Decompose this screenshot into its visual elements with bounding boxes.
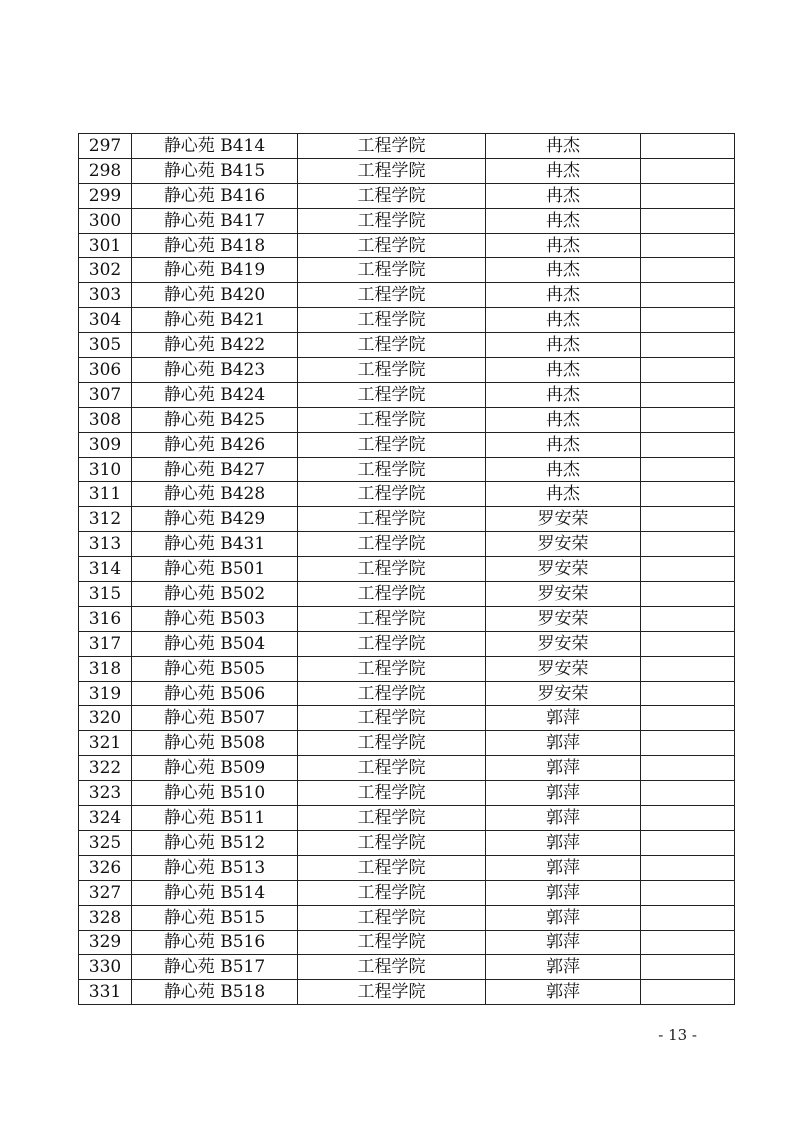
dorm-room-cell: 静心苑 B428 — [132, 482, 298, 507]
dorm-room-cell: 静心苑 B516 — [132, 930, 298, 955]
note-cell — [641, 407, 735, 432]
college-cell: 工程学院 — [298, 358, 486, 383]
row-number-cell: 326 — [79, 855, 132, 880]
note-cell — [641, 208, 735, 233]
dorm-room-cell: 静心苑 B417 — [132, 208, 298, 233]
note-cell — [641, 233, 735, 258]
person-cell: 冉杰 — [486, 283, 641, 308]
dorm-room-cell: 静心苑 B429 — [132, 507, 298, 532]
college-cell: 工程学院 — [298, 980, 486, 1005]
row-number-cell: 323 — [79, 781, 132, 806]
dorm-room-cell: 静心苑 B504 — [132, 631, 298, 656]
person-cell: 郭萍 — [486, 756, 641, 781]
table-row — [79, 781, 735, 806]
person-cell: 罗安荣 — [486, 557, 641, 582]
row-number-cell: 306 — [79, 358, 132, 383]
dorm-room-cell: 静心苑 B502 — [132, 582, 298, 607]
dorm-room-cell: 静心苑 B427 — [132, 457, 298, 482]
college-cell: 工程学院 — [298, 233, 486, 258]
dorm-room-cell: 静心苑 B424 — [132, 382, 298, 407]
row-number-cell: 331 — [79, 980, 132, 1005]
dorm-room-cell: 静心苑 B507 — [132, 706, 298, 731]
person-cell: 冉杰 — [486, 183, 641, 208]
dorm-room-cell: 静心苑 B431 — [132, 532, 298, 557]
row-number-cell: 304 — [79, 308, 132, 333]
person-cell: 罗安荣 — [486, 631, 641, 656]
dorm-room-cell: 静心苑 B419 — [132, 258, 298, 283]
person-cell: 郭萍 — [486, 806, 641, 831]
dorm-room-cell: 静心苑 B420 — [132, 283, 298, 308]
college-cell: 工程学院 — [298, 706, 486, 731]
person-cell: 郭萍 — [486, 905, 641, 930]
person-cell: 罗安荣 — [486, 606, 641, 631]
college-cell: 工程学院 — [298, 955, 486, 980]
row-number-cell: 301 — [79, 233, 132, 258]
person-cell: 罗安荣 — [486, 681, 641, 706]
college-cell: 工程学院 — [298, 507, 486, 532]
row-number-cell: 315 — [79, 582, 132, 607]
row-number-cell: 317 — [79, 631, 132, 656]
college-cell: 工程学院 — [298, 283, 486, 308]
note-cell — [641, 631, 735, 656]
college-cell: 工程学院 — [298, 557, 486, 582]
row-number-cell: 312 — [79, 507, 132, 532]
table-row — [79, 407, 735, 432]
person-cell: 冉杰 — [486, 382, 641, 407]
row-number-cell: 302 — [79, 258, 132, 283]
dorm-room-cell: 静心苑 B508 — [132, 731, 298, 756]
college-cell: 工程学院 — [298, 830, 486, 855]
note-cell — [641, 980, 735, 1005]
row-number-cell: 325 — [79, 830, 132, 855]
dorm-room-cell: 静心苑 B503 — [132, 606, 298, 631]
note-cell — [641, 606, 735, 631]
note-cell — [641, 656, 735, 681]
college-cell: 工程学院 — [298, 532, 486, 557]
college-cell: 工程学院 — [298, 582, 486, 607]
person-cell: 郭萍 — [486, 930, 641, 955]
note-cell — [641, 482, 735, 507]
dorm-room-cell: 静心苑 B517 — [132, 955, 298, 980]
college-cell: 工程学院 — [298, 781, 486, 806]
dorm-room-cell: 静心苑 B513 — [132, 855, 298, 880]
row-number-cell: 324 — [79, 806, 132, 831]
dorm-room-cell: 静心苑 B509 — [132, 756, 298, 781]
row-number-cell: 320 — [79, 706, 132, 731]
table-row — [79, 532, 735, 557]
person-cell: 冉杰 — [486, 208, 641, 233]
dorm-room-cell: 静心苑 B510 — [132, 781, 298, 806]
table-row — [79, 980, 735, 1005]
table-body — [79, 134, 735, 1005]
row-number-cell: 322 — [79, 756, 132, 781]
table-row — [79, 158, 735, 183]
table-row — [79, 208, 735, 233]
person-cell: 冉杰 — [486, 358, 641, 383]
note-cell — [641, 258, 735, 283]
person-cell: 冉杰 — [486, 482, 641, 507]
table-row — [79, 806, 735, 831]
dorm-room-cell: 静心苑 B506 — [132, 681, 298, 706]
person-cell: 冉杰 — [486, 258, 641, 283]
college-cell: 工程学院 — [298, 756, 486, 781]
dorm-room-cell: 静心苑 B512 — [132, 830, 298, 855]
college-cell: 工程学院 — [298, 382, 486, 407]
note-cell — [641, 557, 735, 582]
note-cell — [641, 855, 735, 880]
college-cell: 工程学院 — [298, 333, 486, 358]
college-cell: 工程学院 — [298, 258, 486, 283]
table-row — [79, 706, 735, 731]
note-cell — [641, 756, 735, 781]
note-cell — [641, 706, 735, 731]
college-cell: 工程学院 — [298, 457, 486, 482]
table-row — [79, 432, 735, 457]
note-cell — [641, 731, 735, 756]
note-cell — [641, 830, 735, 855]
table-row — [79, 283, 735, 308]
dorm-room-cell: 静心苑 B421 — [132, 308, 298, 333]
table-row — [79, 358, 735, 383]
dorm-room-cell: 静心苑 B426 — [132, 432, 298, 457]
table-row — [79, 183, 735, 208]
dorm-room-cell: 静心苑 B425 — [132, 407, 298, 432]
row-number-cell: 297 — [79, 134, 132, 159]
person-cell: 冉杰 — [486, 158, 641, 183]
person-cell: 罗安荣 — [486, 507, 641, 532]
dorm-room-cell: 静心苑 B511 — [132, 806, 298, 831]
table-row — [79, 880, 735, 905]
note-cell — [641, 382, 735, 407]
college-cell: 工程学院 — [298, 134, 486, 159]
person-cell: 冉杰 — [486, 333, 641, 358]
row-number-cell: 328 — [79, 905, 132, 930]
table-row — [79, 955, 735, 980]
row-number-cell: 300 — [79, 208, 132, 233]
person-cell: 冉杰 — [486, 308, 641, 333]
college-cell: 工程学院 — [298, 158, 486, 183]
table-row — [79, 557, 735, 582]
note-cell — [641, 681, 735, 706]
note-cell — [641, 507, 735, 532]
table-row — [79, 233, 735, 258]
college-cell: 工程学院 — [298, 631, 486, 656]
dorm-room-cell: 静心苑 B515 — [132, 905, 298, 930]
college-cell: 工程学院 — [298, 656, 486, 681]
college-cell: 工程学院 — [298, 606, 486, 631]
note-cell — [641, 930, 735, 955]
person-cell: 冉杰 — [486, 407, 641, 432]
dorm-room-cell: 静心苑 B422 — [132, 333, 298, 358]
table-row — [79, 507, 735, 532]
row-number-cell: 305 — [79, 333, 132, 358]
dorm-room-cell: 静心苑 B505 — [132, 656, 298, 681]
person-cell: 冉杰 — [486, 233, 641, 258]
note-cell — [641, 781, 735, 806]
college-cell: 工程学院 — [298, 407, 486, 432]
note-cell — [641, 532, 735, 557]
row-number-cell: 327 — [79, 880, 132, 905]
dorm-room-cell: 静心苑 B414 — [132, 134, 298, 159]
table-row — [79, 258, 735, 283]
table-row — [79, 905, 735, 930]
table-row — [79, 930, 735, 955]
note-cell — [641, 183, 735, 208]
note-cell — [641, 457, 735, 482]
table-row — [79, 756, 735, 781]
person-cell: 郭萍 — [486, 955, 641, 980]
row-number-cell: 308 — [79, 407, 132, 432]
person-cell: 冉杰 — [486, 432, 641, 457]
table-row — [79, 333, 735, 358]
table-row — [79, 681, 735, 706]
college-cell: 工程学院 — [298, 183, 486, 208]
row-number-cell: 310 — [79, 457, 132, 482]
dorm-room-cell: 静心苑 B418 — [132, 233, 298, 258]
note-cell — [641, 880, 735, 905]
person-cell: 罗安荣 — [486, 532, 641, 557]
row-number-cell: 321 — [79, 731, 132, 756]
table-row — [79, 457, 735, 482]
person-cell: 郭萍 — [486, 855, 641, 880]
row-number-cell: 314 — [79, 557, 132, 582]
table-row — [79, 308, 735, 333]
table-row — [79, 656, 735, 681]
note-cell — [641, 308, 735, 333]
college-cell: 工程学院 — [298, 482, 486, 507]
note-cell — [641, 955, 735, 980]
note-cell — [641, 905, 735, 930]
note-cell — [641, 358, 735, 383]
table-row — [79, 482, 735, 507]
table-row — [79, 855, 735, 880]
page-number: - 13 - — [658, 1026, 697, 1044]
row-number-cell: 330 — [79, 955, 132, 980]
note-cell — [641, 134, 735, 159]
dorm-room-cell: 静心苑 B423 — [132, 358, 298, 383]
dorm-room-cell: 静心苑 B501 — [132, 557, 298, 582]
college-cell: 工程学院 — [298, 855, 486, 880]
person-cell: 罗安荣 — [486, 582, 641, 607]
row-number-cell: 319 — [79, 681, 132, 706]
note-cell — [641, 283, 735, 308]
row-number-cell: 329 — [79, 930, 132, 955]
table-row — [79, 582, 735, 607]
person-cell: 郭萍 — [486, 880, 641, 905]
dorm-room-cell: 静心苑 B514 — [132, 880, 298, 905]
person-cell: 罗安荣 — [486, 656, 641, 681]
college-cell: 工程学院 — [298, 905, 486, 930]
row-number-cell: 307 — [79, 382, 132, 407]
note-cell — [641, 333, 735, 358]
row-number-cell: 313 — [79, 532, 132, 557]
table-row — [79, 830, 735, 855]
dormitory-table — [78, 133, 735, 1005]
college-cell: 工程学院 — [298, 731, 486, 756]
row-number-cell: 318 — [79, 656, 132, 681]
college-cell: 工程学院 — [298, 208, 486, 233]
dorm-room-cell: 静心苑 B416 — [132, 183, 298, 208]
note-cell — [641, 432, 735, 457]
person-cell: 郭萍 — [486, 781, 641, 806]
person-cell: 冉杰 — [486, 457, 641, 482]
table-row — [79, 382, 735, 407]
college-cell: 工程学院 — [298, 880, 486, 905]
row-number-cell: 303 — [79, 283, 132, 308]
person-cell: 冉杰 — [486, 134, 641, 159]
college-cell: 工程学院 — [298, 806, 486, 831]
note-cell — [641, 806, 735, 831]
row-number-cell: 298 — [79, 158, 132, 183]
college-cell: 工程学院 — [298, 681, 486, 706]
note-cell — [641, 158, 735, 183]
table-row — [79, 731, 735, 756]
college-cell: 工程学院 — [298, 432, 486, 457]
row-number-cell: 299 — [79, 183, 132, 208]
dorm-room-cell: 静心苑 B518 — [132, 980, 298, 1005]
person-cell: 郭萍 — [486, 731, 641, 756]
note-cell — [641, 582, 735, 607]
person-cell: 郭萍 — [486, 706, 641, 731]
college-cell: 工程学院 — [298, 930, 486, 955]
table-row — [79, 606, 735, 631]
dorm-room-cell: 静心苑 B415 — [132, 158, 298, 183]
person-cell: 郭萍 — [486, 830, 641, 855]
table-row — [79, 134, 735, 159]
college-cell: 工程学院 — [298, 308, 486, 333]
table-row — [79, 631, 735, 656]
row-number-cell: 316 — [79, 606, 132, 631]
row-number-cell: 309 — [79, 432, 132, 457]
row-number-cell: 311 — [79, 482, 132, 507]
person-cell: 郭萍 — [486, 980, 641, 1005]
